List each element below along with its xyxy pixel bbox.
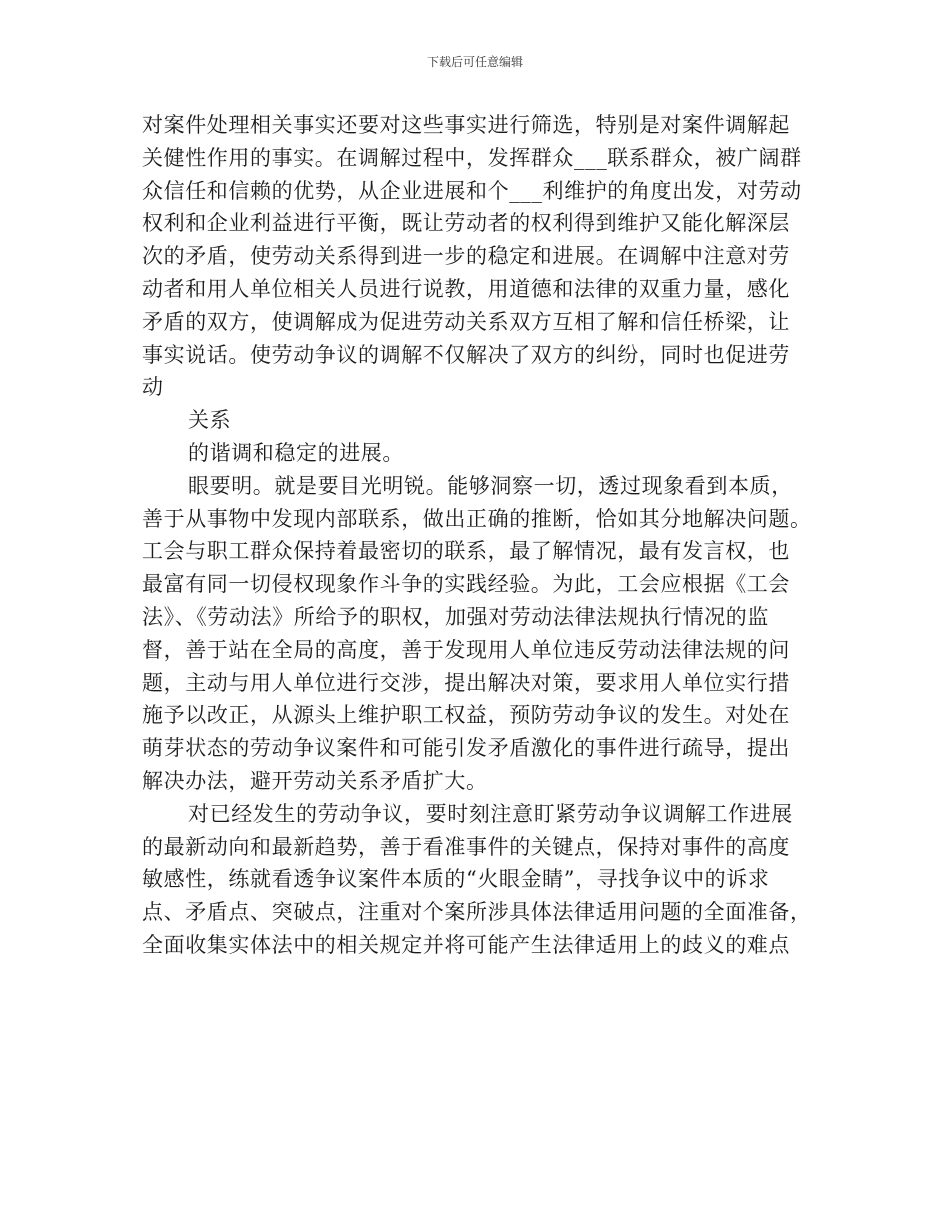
- text-line: 敏感性，练就看透争议案件本质的“火眼金睛”，寻找争议中的诉求: [142, 867, 770, 892]
- text-line: 施予以改正，从源头上维护职工权益，预防劳动争议的发生。对处在: [142, 703, 790, 728]
- text-line: 动: [142, 375, 164, 400]
- text-line: 对案件处理相关事实还要对这些事实进行筛选，特别是对案件调解起: [142, 113, 790, 137]
- text-line: 动者和用人单位相关人员进行说教，用道德和法律的双重力量，感化: [142, 276, 790, 301]
- text-line: 萌芽状态的劳动争议案件和可能引发矛盾激化的事件进行疏导，提出: [142, 736, 790, 761]
- text-line: 次的矛盾，使劳动关系得到进一步的稳定和进展。在调解中注意对劳: [142, 244, 790, 269]
- text-line: 法》、《劳动法》所给予的职权，加强对劳动法律法规执行情况的监: [142, 604, 769, 629]
- paragraph-start: 眼要明。就是要目光明锐。能够洞察一切，透过现象看到本质，: [188, 473, 793, 498]
- text-line: 事实说话。使劳动争议的调解不仅解决了双方的纠纷，同时也促进劳: [142, 342, 790, 367]
- text-line: 全面收集实体法中的相关规定并将可能产生法律适用上的歧义的难点: [142, 932, 790, 957]
- text-line: 督，善于站在全局的高度，善于发现用人单位违反劳动法律法规的问: [142, 637, 790, 662]
- text-line: 题，主动与用人单位进行交涉，提出解决对策，要求用人单位实行措: [142, 670, 790, 695]
- text-line: 善于从事物中发现内部联系，做出正确的推断，恰如其分地解决问题。: [142, 506, 812, 531]
- paragraph-start: 对已经发生的劳动争议，要时刻注意盯紧劳动争议调解工作进展: [188, 801, 793, 826]
- text-line: 关健性作用的事实。在调解过程中，发挥群众___联系群众，被广阔群: [142, 145, 802, 170]
- text-line: 工会与职工群众保持着最密切的联系，最了解情况，最有发言权，也: [142, 539, 790, 564]
- text-line: 关系: [188, 408, 232, 433]
- text-line: 的最新动向和最新趋势，善于看准事件的关键点，保持对事件的高度: [142, 834, 790, 859]
- text-line: 点、矛盾点、突破点，注重对个案所涉具体法律适用问题的全面准备，: [142, 900, 812, 925]
- text-line: 的谐调和稳定的进展。: [188, 440, 404, 465]
- text-line: 权利和企业利益进行平衡，既让劳动者的权利得到维护又能化解深层: [142, 211, 790, 236]
- text-line: 解决办法，避开劳动关系矛盾扩大。: [142, 768, 488, 793]
- text-line: 矛盾的双方，使调解成为促进劳动关系双方互相了解和信任桥梁，让: [142, 309, 790, 334]
- document-body: [142, 109, 818, 962]
- text-line: 最富有同一切侵权现象作斗争的实践经验。为此，工会应根据《工会: [142, 572, 790, 597]
- text-line: 众信任和信赖的优势，从企业进展和个___利维护的角度出发，对劳动: [142, 178, 802, 203]
- page-header: 下载后可任意编辑: [426, 55, 523, 69]
